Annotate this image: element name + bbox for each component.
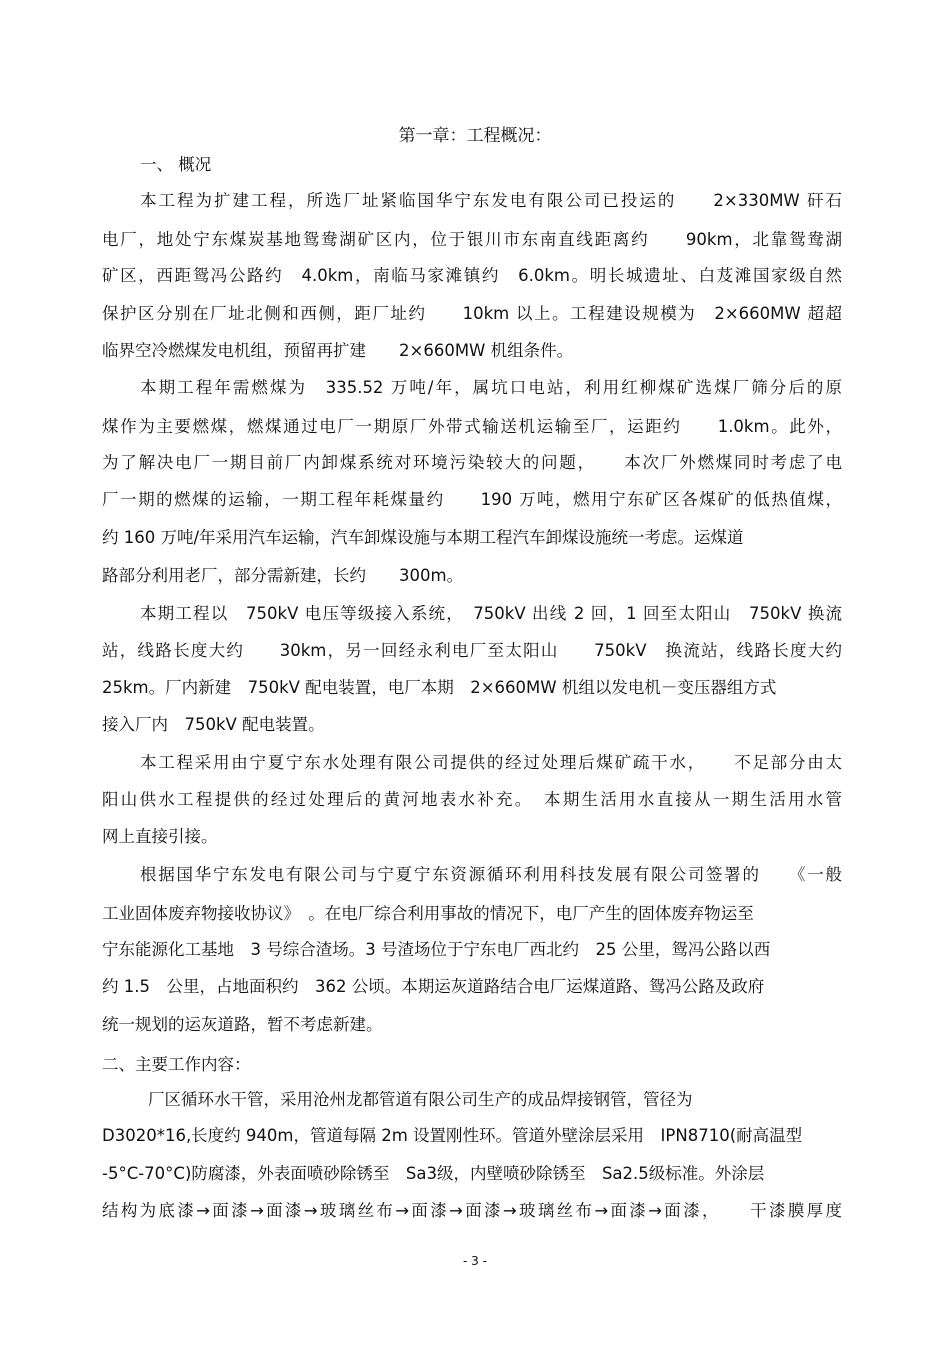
paragraph-line: 煤作为主要燃煤，燃煤通过电厂一期原厂外带式输送机运输至厂，运距约 1.0km。此外， bbox=[102, 417, 842, 436]
paragraph-line: 约 160 万吨/年采用汽车运输，汽车卸煤设施与本期工程汽车卸煤设施统一考虑。运煤道 bbox=[102, 528, 744, 547]
paragraph-line: 为了解决电厂一期目前厂内卸煤系统对环境污染较大的问题， 本次厂外燃煤同时考虑了电 bbox=[102, 453, 842, 472]
paragraph-line: 厂一期的燃煤的运输，一期工程年耗煤量约 190 万吨，燃用宁东矿区各煤矿的低热值煤， bbox=[102, 490, 842, 509]
paragraph-line: 站，线路长度大约 30km，另一回经永利电厂至太阳山 750kV 换流站，线路长度大约 bbox=[102, 641, 842, 660]
chapter-title: 第一章：工程概况： bbox=[398, 126, 552, 146]
paragraph-line: 阳山供水工程提供的经过处理后的黄河地表水补充。 本期生活用水直接从一期生活用水管 bbox=[102, 790, 842, 809]
paragraph-line: D3020*16,长度约 940m，管道每隔 2m 设置刚性环。管道外壁涂层采用 IPN8710(耐高温型 bbox=[102, 1126, 803, 1145]
section-heading-overview: 一、 概况 bbox=[140, 155, 212, 174]
paragraph-line: 结构为底漆→面漆→面漆→玻璃丝布→面漆→面漆→玻璃丝布→面漆→面漆， 干漆膜厚度 bbox=[102, 1201, 842, 1220]
paragraph-line: 本工程为扩建工程，所选厂址紧临国华宁东发电有限公司已投运的 2×330MW 矸石 bbox=[140, 191, 842, 210]
paragraph-line: 本期工程年需燃煤为 335.52 万吨/年，属坑口电站，利用红柳煤矿选煤厂筛分后的原 bbox=[140, 378, 842, 397]
paragraph-line: 本期工程以 750kV 电压等级接入系统， 750kV 出线 2 回，1 回至太阳山 750kV 换流 bbox=[140, 604, 842, 623]
paragraph-line: 接入厂内 750kV 配电装置。 bbox=[102, 715, 325, 734]
paragraph-line: -5°C-70°C)防腐漆，外表面喷砂除锈至 Sa3级，内壁喷砂除锈至 Sa2.5级标准。外涂层 bbox=[102, 1164, 765, 1183]
paragraph-line: 厂区循环水干管，采用沧州龙都管道有限公司生产的成品焊接钢管，管径为 bbox=[148, 1090, 693, 1109]
paragraph-line: 矿区，西距鸳冯公路约 4.0km，南临马家滩镇约 6.0km。明长城遗址、白芨滩国家级自然 bbox=[102, 266, 842, 285]
paragraph-line: 工业固体废弃物接收协议》 。在电厂综合利用事故的情况下，电厂产生的固体废弃物运至 bbox=[102, 904, 754, 923]
page-number: - 3 - bbox=[463, 1254, 487, 1268]
paragraph-line: 保护区分别在厂址北侧和西侧，距厂址约 10km 以上。工程建设规模为 2×660MW 超超 bbox=[102, 304, 842, 323]
paragraph-line: 统一规划的运灰道路，暂不考虑新建。 bbox=[102, 1015, 383, 1034]
paragraph-line: 网上直接引接。 bbox=[102, 827, 218, 846]
section-heading-main-work: 二、主要工作内容： bbox=[102, 1055, 251, 1074]
paragraph-line: 临界空冷燃煤发电机组，预留再扩建 2×660MW 机组条件。 bbox=[102, 341, 574, 360]
paragraph-line: 约 1.5 公里，占地面积约 362 公顷。本期运灰道路结合电厂运煤道路、鸳冯公路及政府 bbox=[102, 977, 765, 996]
paragraph-line: 本工程采用由宁夏宁东水处理有限公司提供的经过处理后煤矿疏干水， 不足部分由太 bbox=[140, 753, 842, 772]
paragraph-line: 路部分利用老厂，部分需新建，长约 300m。 bbox=[102, 566, 464, 585]
paragraph-line: 电厂，地处宁东煤炭基地鸳鸯湖矿区内，位于银川市东南直线距离约 90km，北靠鸳鸯湖 bbox=[102, 230, 842, 249]
paragraph-line: 25km。厂内新建 750kV 配电装置，电厂本期 2×660MW 机组以发电机－变压器组方式 bbox=[102, 678, 777, 697]
paragraph-line: 宁东能源化工基地 3 号综合渣场。3 号渣场位于宁东电厂西北约 25 公里，鸳冯公路以西 bbox=[102, 940, 771, 959]
paragraph-line: 根据国华宁东发电有限公司与宁夏宁东资源循环利用科技发展有限公司签署的 《一般 bbox=[140, 865, 842, 884]
